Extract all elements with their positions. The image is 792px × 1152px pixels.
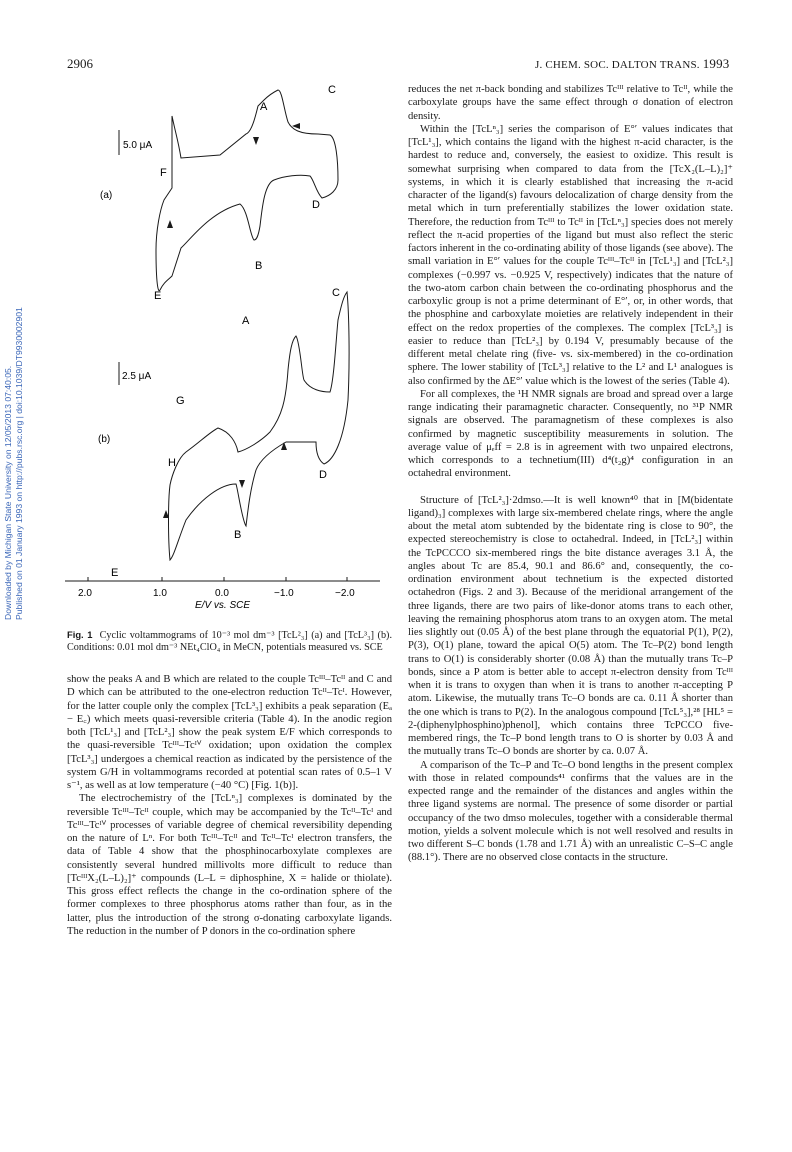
running-header [535,56,730,72]
axis-tick-label: 0.0 [215,588,229,599]
peak-label-h: H [168,457,176,469]
current-scale-a: 5.0 μA [123,140,153,151]
download-watermark [0,307,26,620]
axis-tick-label: −2.0 [335,588,355,599]
scan-direction-arrow [239,480,245,488]
figure-caption [67,629,392,654]
axis-tick-label: 1.0 [153,588,167,599]
panel-label-a: (a) [100,190,113,201]
panel-label-b: (b) [98,434,111,445]
journal-name: J. CHEM. SOC. DALTON TRANS. [535,59,700,71]
current-scale-b: 2.5 μA [122,371,152,382]
peak-label-b-b: B [234,529,242,541]
section-paragraph: Structure of [TcL²₃]·2dmso.—It is well known⁴⁰ that in [M(bidentate ligand)₃] complexes with large six-membered chelate rings, where the angle about the metal atom subtended by the bidentate ring is close to 90°, the expected stereochemistry is close to octahedral. Indeed, in [TcL²₃] within the TcPCCCO six-membered rings the bite distance averages 3.1 Å, the angles about Tc are 85.4, 90.1 and 86.6° and, consequently, the co-ordination environment about technetium is the expected distorted octahedron (Figs. 2 and 3). Because of the meridional arrangement of the three ligands, there are two pairs of like-donor atoms trans to each other, leaving the remaining phosphorus atom trans to an oxygen atom. The metal lies slightly out (0.05 Å) of the best plane through the equatorial P(1), P(2), P(3), O(1) plane, toward the apical O(5) atom. The Tc–P(2) bond length trans to O(1) is considerably shorter (0.08 Å) than the mutually trans Tc–P bonds, since a P atom is better able to accept π-electron density from Tcᴵᴵᴵ when it is trans to oxygen than when it is trans to another π-accepting P atom. Likewise, the mutually trans Tc–O bonds are ca. 0.11 Å shorter than the one which is trans to P(2). In the analogous compound [TcL⁵₃],²⁸ [HL⁵ = 2-(diphenylphosphino)phenol], which contains three TcPCCO five-membered rings, the Tc–P bond length trans to O is shorter by 0.03 Å and the mutually trans Tc–O bonds are shorter by ca. 0.07 Å. [408,494,733,758]
caption-label: Fig. 1 [67,629,93,640]
paragraph: A comparison of the Tc–P and Tc–O bond lengths in the present complex with those in related compounds⁴¹ confirms that the values are in the expected range and the remainder of the distances and angles within the three ligand systems are normal. The presence of some disorder or partial occupancy of the two dmso molecules, together with a considerable thermal motion, yields a solvent molecule which is not well resolved and results in two different S–C bonds (1.78 and 1.71 Å) with an unrealistic C–S–C angle (88.1°). There are no observed close contacts in the structure. [408,759,733,864]
paragraph: The electrochemistry of the [TcLⁿ₃] complexes is dominated by the reversible Tcᴵᴵᴵ–Tcᴵᴵ couple, which may be accompanied by the Tcᴵᴵ–Tcᴵ and Tcᴵᴵᴵ–Tcᴵⱽ processes of variable degree of chemical reversibility depending on the nature of Lⁿ. For both Tcᴵᴵᴵ–Tcᴵᴵ and Tcᴵᴵ–Tcᴵ electron transfers, the data of Table 4 show that the phosphinocarboxylate complexes are consistently several hundred millivolts more difficult to reduce than [TcᴵᴵᴵX₂(L–L)₂]⁺ compounds (L–L = diphosphine, X = halide or thiolate). This gross effect reflects the change in the co-ordination sphere of the former complexes to three phosphorus atoms rather than four, as in the latter, plus the introduction of the strong σ-donating carboxylate ligands. The reduction in the number of P donors in the co-ordination sphere [67,793,392,937]
peak-label-b: B [255,260,263,272]
peak-label-c: C [328,84,336,96]
figure-1 [60,80,400,620]
axis-tick-label: −1.0 [274,588,294,599]
peak-label-f: F [160,167,167,179]
axis-label: E/V vs. SCE [195,600,251,611]
paragraph-gap [408,481,733,494]
peak-label-c-b: C [332,287,340,299]
axis-tick-label: 2.0 [78,588,92,599]
trace-b [169,292,350,560]
publication-notice[interactable]: Published on 01 January 1993 on http://pubs.rsc.org | doi:10.1039/DT9930002901 [14,307,24,620]
journal-year: 1993 [702,56,730,71]
download-notice[interactable]: Downloaded by Michigan State University on 12/05/2013 07:40:05. [3,365,13,620]
peak-label-g: G [176,395,185,407]
paragraph: reduces the net π-back bonding and stabilizes Tcᴵᴵᴵ relative to Tcᴵᴵ, while the carboxylate groups have the same effect through σ donation of electron density. [408,84,733,122]
scan-direction-arrow [167,220,173,228]
peak-label-d: D [312,199,320,211]
peak-label-a: A [260,101,268,113]
scan-direction-arrow [281,442,287,450]
left-column [67,673,392,938]
page-number: 2906 [67,56,93,71]
scan-direction-arrow [253,137,259,145]
paragraph: For all complexes, the ¹H NMR signals are broad and spread over a large range indicating their paramagnetic character. Consequently, no ³¹P NMR signals are observed. The paramagnetism of these complexes is also confirmed by magnetic susceptibility measurements in solution. The average value of μₑff = 2.8 is in agreement with two unpaired electrons, which corresponds to a technetium(III) d⁴(t₂g)⁴ configuration in an octahedral environment. [408,388,733,480]
peak-label-e-b: E [111,567,119,579]
caption-text: Cyclic voltammograms of 10⁻³ mol dm⁻³ [TcL²₃] (a) and [TcL³₃] (b). Conditions: 0.01 mol dm⁻³ NEt₄ClO₄ in MeCN, potentials measured vs. SCE [67,630,392,653]
paragraph: show the peaks A and B which are related to the couple Tcᴵᴵᴵ–Tcᴵᴵ and C and D which can be attributed to the one-electron reduction Tcᴵᴵ–Tcᴵ. However, for the latter couple only the complex [TcL³₃] exhibits a peak separation (Eₐ − E꜀) which meets quasi-reversible criteria (Table 4). In the anodic region both [TcL¹₃] and [TcL²₃] show the peak system E/F which corresponds to the quasi-reversible Tcᴵᴵᴵ–Tcᴵⱽ oxidation; upon oxidation the complex [TcL³₃] undergoes a chemical reaction as indicated by the persistence of the system G/H in voltammograms recorded at potential scan rates of 0.5–1 V s⁻¹, as well as at low temperature (−40 °C) [Fig. 1(b)]. [67,674,392,791]
paragraph: Within the [TcLⁿ₃] series the comparison of E°′ values indicates that [TcL¹₃], which contains the ligand with the highest π-acid character, is the hardest to reduce and, conversely, the easiest to oxidize. This result is somewhat surprising when compared to data from the [TcX₂(L–L)₂]⁺ systems, in which it is clearly established that increasing the π-acid character of the ligand(s) favours delocalization of charge density from the metal which in turn preferentially stabilizes the lower oxidation state. Therefore, the reduction from Tcᴵᴵᴵ to Tcᴵᴵ in [TcLⁿ₃] species does not merely reflect the π-acid properties of the ligand but must also reflect the steric factors inherent in the co-ordinating ability of those ligands (see above). The small variation in E°′ values for the couple Tcᴵᴵᴵ–Tcᴵᴵ in [TcL¹₃] and [TcL²₃] complexes (−0.997 vs. −0.925 V, respectively) indicates that the nature of the two-atom carbon chain between the co-ordinating phosphorus and the carboxylic group is not a prime determinant of E°′, or, in other words, that the phosphine and carboxylate moieties are relatively independent in their effect on the redox properties of the complexes. The complex [TcL³₃] is easier to reduce than [TcL²₃] by 0.194 V, presumably because of the different metal chelate ring (five- vs. six-membered) in the co-ordination sphere. The lower stability of [TcL³₃] relative to the L² and L¹ analogues is also confirmed by the ΔE°′ value which is the lowest of the series (Table 4). [408,123,733,387]
peak-label-e: E [154,290,162,302]
voltammogram-b [169,292,350,560]
peak-label-a-b: A [242,315,250,327]
trace-a [156,90,338,291]
cyclic-voltammogram-figure [60,80,400,620]
right-column [408,83,733,865]
peak-label-d-b: D [319,469,327,481]
voltammogram-a [156,90,338,291]
